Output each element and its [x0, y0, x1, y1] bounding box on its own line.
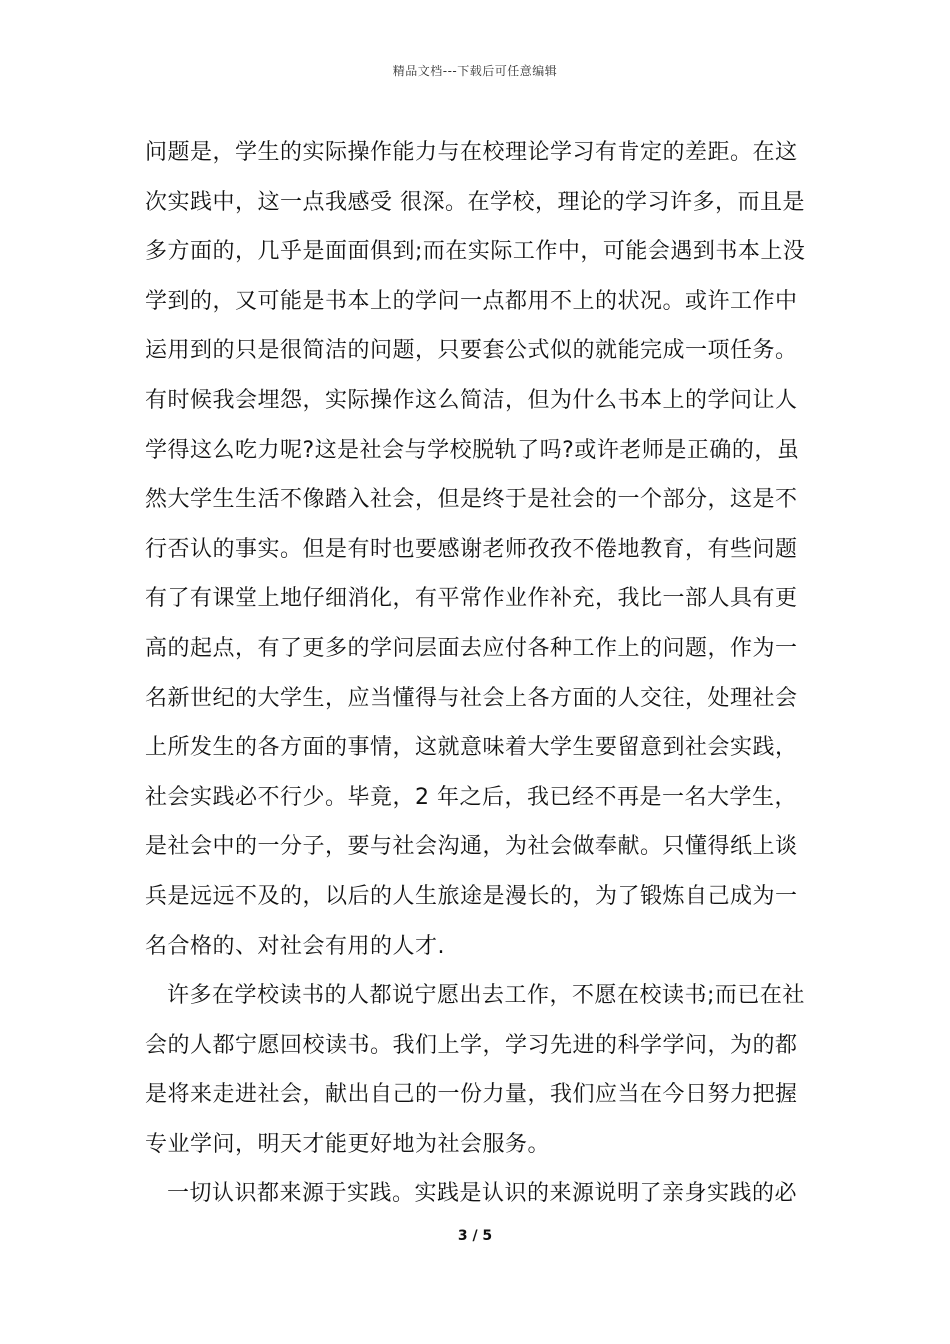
text-line: 行否认的事实。但是有时也要感谢老师孜孜不倦地教育，有些问题 — [145, 536, 798, 562]
text-line: 然大学生生活不像踏入社会，但是终于是社会的一个部分，这是不 — [145, 487, 798, 513]
text-line: 学得这么吃力呢?这是社会与学校脱轨了吗?或许老师是正确的，虽 — [145, 437, 800, 463]
text-line: 次实践中，这一点我感受 很深。在学校，理论的学习许多，而且是 — [145, 189, 805, 215]
text-line: 专业学问，明天才能更好地为社会服务。 — [145, 1131, 551, 1157]
text-line: 多方面的，几乎是面面俱到;而在实际工作中，可能会遇到书本上没 — [145, 239, 806, 265]
page-number: 3 / 5 — [457, 1228, 493, 1244]
paragraph-3 — [145, 1169, 810, 1219]
text-line: 名新世纪的大学生，应当懂得与社会上各方面的人交往，处理社会 — [145, 685, 798, 711]
text-line: 有时候我会埋怨，实际操作这么简洁，但为什么书本上的学问让人 — [145, 387, 798, 413]
text-line: 运用到的只是很简洁的问题，只要套公式似的就能完成一项任务。 — [145, 338, 798, 364]
text-line: 兵是远远不及的，以后的人生旅途是漫长的，为了锻炼自己成为一 — [145, 883, 798, 909]
text-line: 许多在学校读书的人都说宁愿出去工作，不愿在校读书;而已在社 — [167, 983, 805, 1009]
text-line: 名合格的、对社会有用的人才. — [145, 933, 445, 959]
text-line: 上所发生的各方面的事情，这就意味着大学生要留意到社会实践， — [145, 735, 798, 761]
text-line: 问题是，学生的实际操作能力与在校理论学习有肯定的差距。在这 — [145, 140, 798, 165]
text-line: 是将来走进社会，献出自己的一份力量，我们应当在今日努力把握 — [145, 1082, 798, 1108]
text-line: 有了有课堂上地仔细消化，有平常作业作补充，我比一部人具有更 — [145, 586, 798, 612]
text-line: 学到的，又可能是书本上的学问一点都用不上的状况。或许工作中 — [145, 288, 798, 314]
text-line: 会的人都宁愿回校读书。我们上学，学习先进的科学学问，为的都 — [145, 1032, 798, 1058]
text-line: 一切认识都来源于实践。实践是认识的来源说明了亲身实践的必 — [167, 1181, 798, 1207]
text-line: 高的起点，有了更多的学问层面去应付各种工作上的问题，作为一 — [145, 635, 798, 661]
page-header: 精品文档---下载后可任意编辑 — [392, 64, 558, 78]
paragraph-1 — [145, 128, 810, 971]
document-body — [145, 128, 810, 1219]
text-line: 是社会中的一分子，要与社会沟通，为社会做奉献。只懂得纸上谈 — [145, 834, 798, 860]
text-line: 社会实践必不行少。毕竟，2 年之后，我已经不再是一名大学生， — [145, 784, 797, 810]
paragraph-2 — [145, 971, 810, 1169]
